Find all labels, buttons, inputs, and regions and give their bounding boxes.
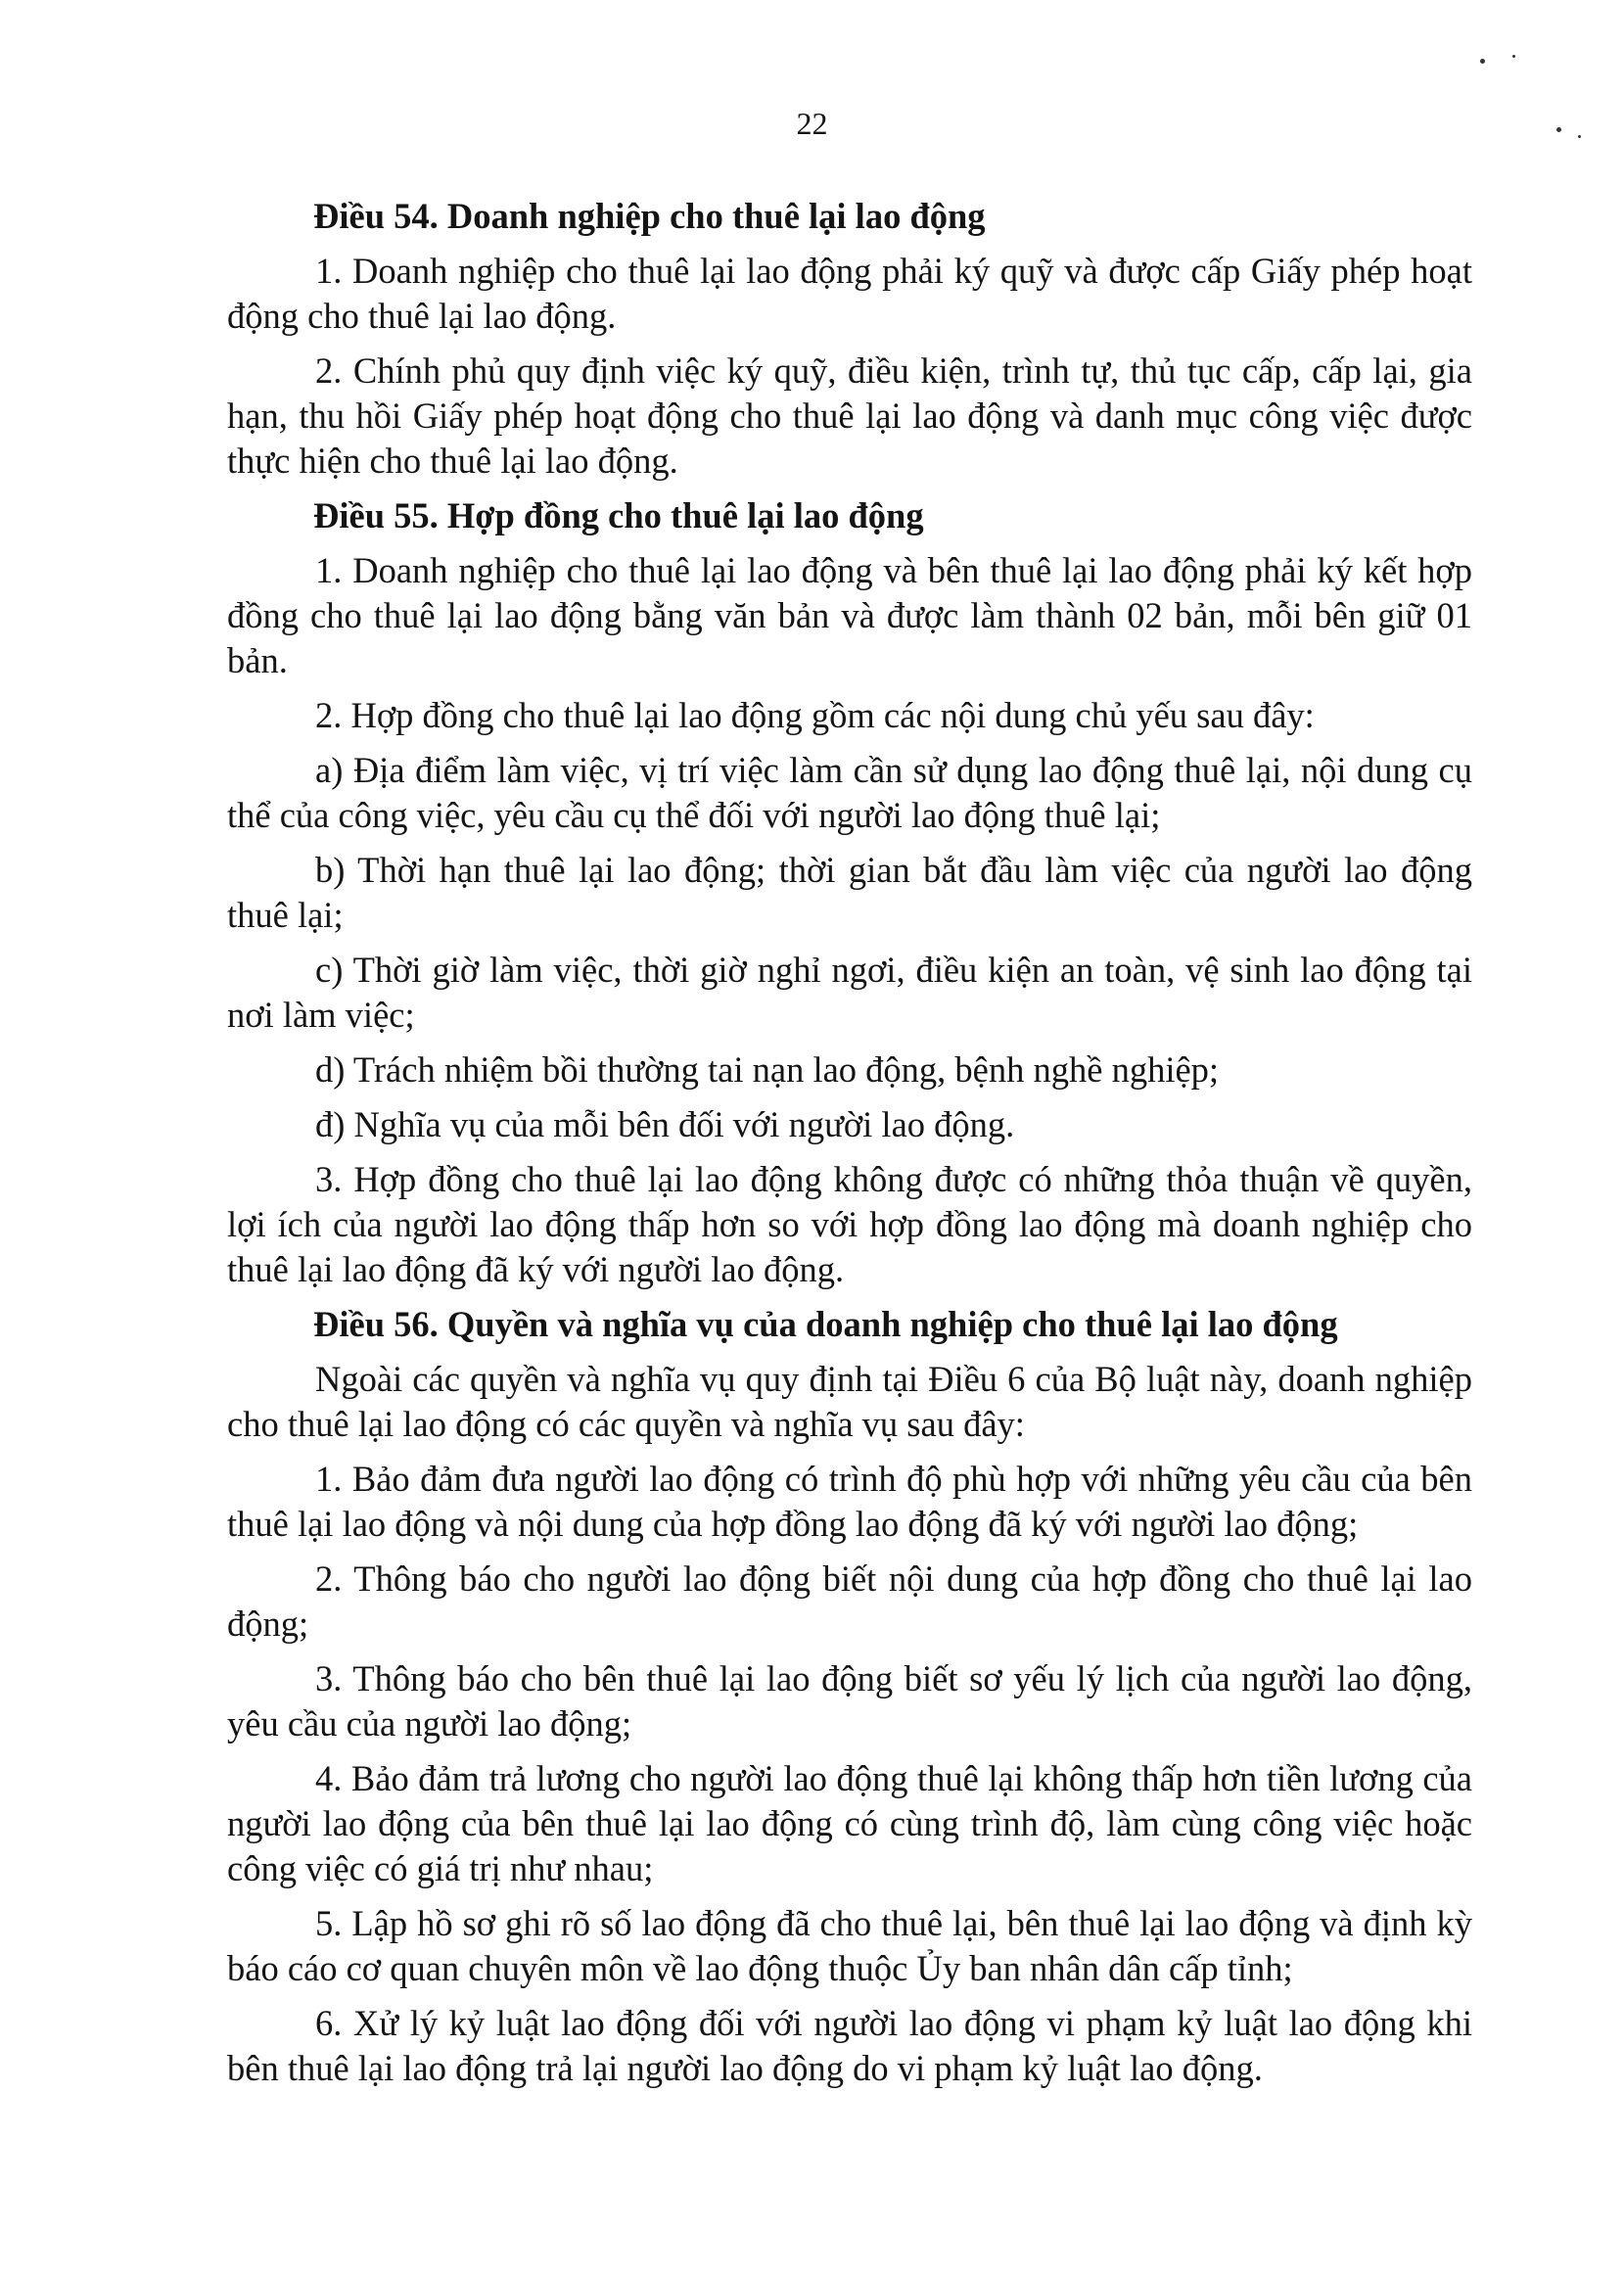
paragraph: 1. Bảo đảm đưa người lao động có trình độ phù hợp với những yêu cầu của bên thuê lại lao động và nội dung của hợp đồng lao động đã ký với người lao động;	[227, 1459, 1472, 1544]
scan-speck	[1578, 135, 1581, 138]
article-55	[227, 493, 1472, 1292]
paragraph: 3. Hợp đồng cho thuê lại lao động không được có những thỏa thuận về quyền, lợi ích của người lao động thấp hơn so với hợp đồng lao động mà doanh nghiệp cho thuê lại lao động đã ký với người lao động.	[227, 1159, 1472, 1289]
paragraph: 2. Hợp đồng cho thuê lại lao động gồm các nội dung chủ yếu sau đây:	[315, 695, 1315, 735]
article-heading: Điều 56. Quyền và nghĩa vụ của doanh nghiệp cho thuê lại lao động	[313, 1304, 1338, 1344]
article-54	[227, 194, 1472, 484]
paragraph: 1. Doanh nghiệp cho thuê lại lao động và bên thuê lại lao động phải ký kết hợp đồng cho thuê lại lao động bằng văn bản và được làm thành 02 bản, mỗi bên giữ 01 bản.	[227, 550, 1472, 680]
paragraph: 1. Doanh nghiệp cho thuê lại lao động phải ký quỹ và được cấp Giấy phép hoạt động cho thuê lại lao động.	[227, 251, 1472, 336]
paragraph: d) Trách nhiệm bồi thường tai nạn lao động, bệnh nghề nghiệp;	[315, 1049, 1220, 1090]
scan-speck	[1480, 59, 1485, 64]
scan-speck	[1556, 127, 1561, 132]
paragraph: c) Thời giờ làm việc, thời giờ nghỉ ngơi, điều kiện an toàn, vệ sinh lao động tại nơi làm việc;	[227, 950, 1472, 1035]
article-56	[227, 1302, 1472, 2091]
scan-speck	[1512, 55, 1515, 58]
paragraph: 4. Bảo đảm trả lương cho người lao động thuê lại không thấp hơn tiền lương của người lao động của bên thuê lại lao động có cùng trình độ, làm cùng công việc hoặc công việc có giá trị như nhau;	[227, 1758, 1472, 1888]
paragraph: 2. Thông báo cho người lao động biết nội dung của hợp đồng cho thuê lại lao động;	[227, 1558, 1472, 1644]
paragraph: 2. Chính phủ quy định việc ký quỹ, điều kiện, trình tự, thủ tục cấp, cấp lại, gia hạn, thu hồi Giấy phép hoạt động cho thuê lại lao động và danh mục công việc được thực hiện cho thuê lại lao động.	[227, 350, 1472, 481]
paragraph: 6. Xử lý kỷ luật lao động đối với người lao động vi phạm kỷ luật lao động khi bên thuê lại lao động trả lại người lao động do vi phạm kỷ luật lao động.	[227, 2003, 1472, 2088]
paragraph: b) Thời hạn thuê lại lao động; thời gian bắt đầu làm việc của người lao động thuê lại;	[227, 850, 1472, 935]
document-body	[227, 194, 1472, 2101]
article-heading: Điều 55. Hợp đồng cho thuê lại lao động	[313, 495, 924, 535]
article-heading: Điều 54. Doanh nghiệp cho thuê lại lao động	[313, 196, 986, 236]
paragraph: a) Địa điểm làm việc, vị trí việc làm cần sử dụng lao động thuê lại, nội dung cụ thể của công việc, yêu cầu cụ thể đối với người lao động thuê lại;	[227, 750, 1472, 835]
paragraph: Ngoài các quyền và nghĩa vụ quy định tại Điều 6 của Bộ luật này, doanh nghiệp cho thuê lại lao động có các quyền và nghĩa vụ sau đây:	[227, 1359, 1472, 1444]
paragraph: 5. Lập hồ sơ ghi rõ số lao động đã cho thuê lại, bên thuê lại lao động và định kỳ báo cáo cơ quan chuyên môn về lao động thuộc Ủy ban nhân dân cấp tỉnh;	[227, 1903, 1472, 1988]
paragraph: đ) Nghĩa vụ của mỗi bên đối với người lao động.	[315, 1104, 1015, 1144]
page-number: 22	[796, 106, 828, 141]
paragraph: 3. Thông báo cho bên thuê lại lao động biết sơ yếu lý lịch của người lao động, yêu cầu của người lao động;	[227, 1658, 1472, 1744]
